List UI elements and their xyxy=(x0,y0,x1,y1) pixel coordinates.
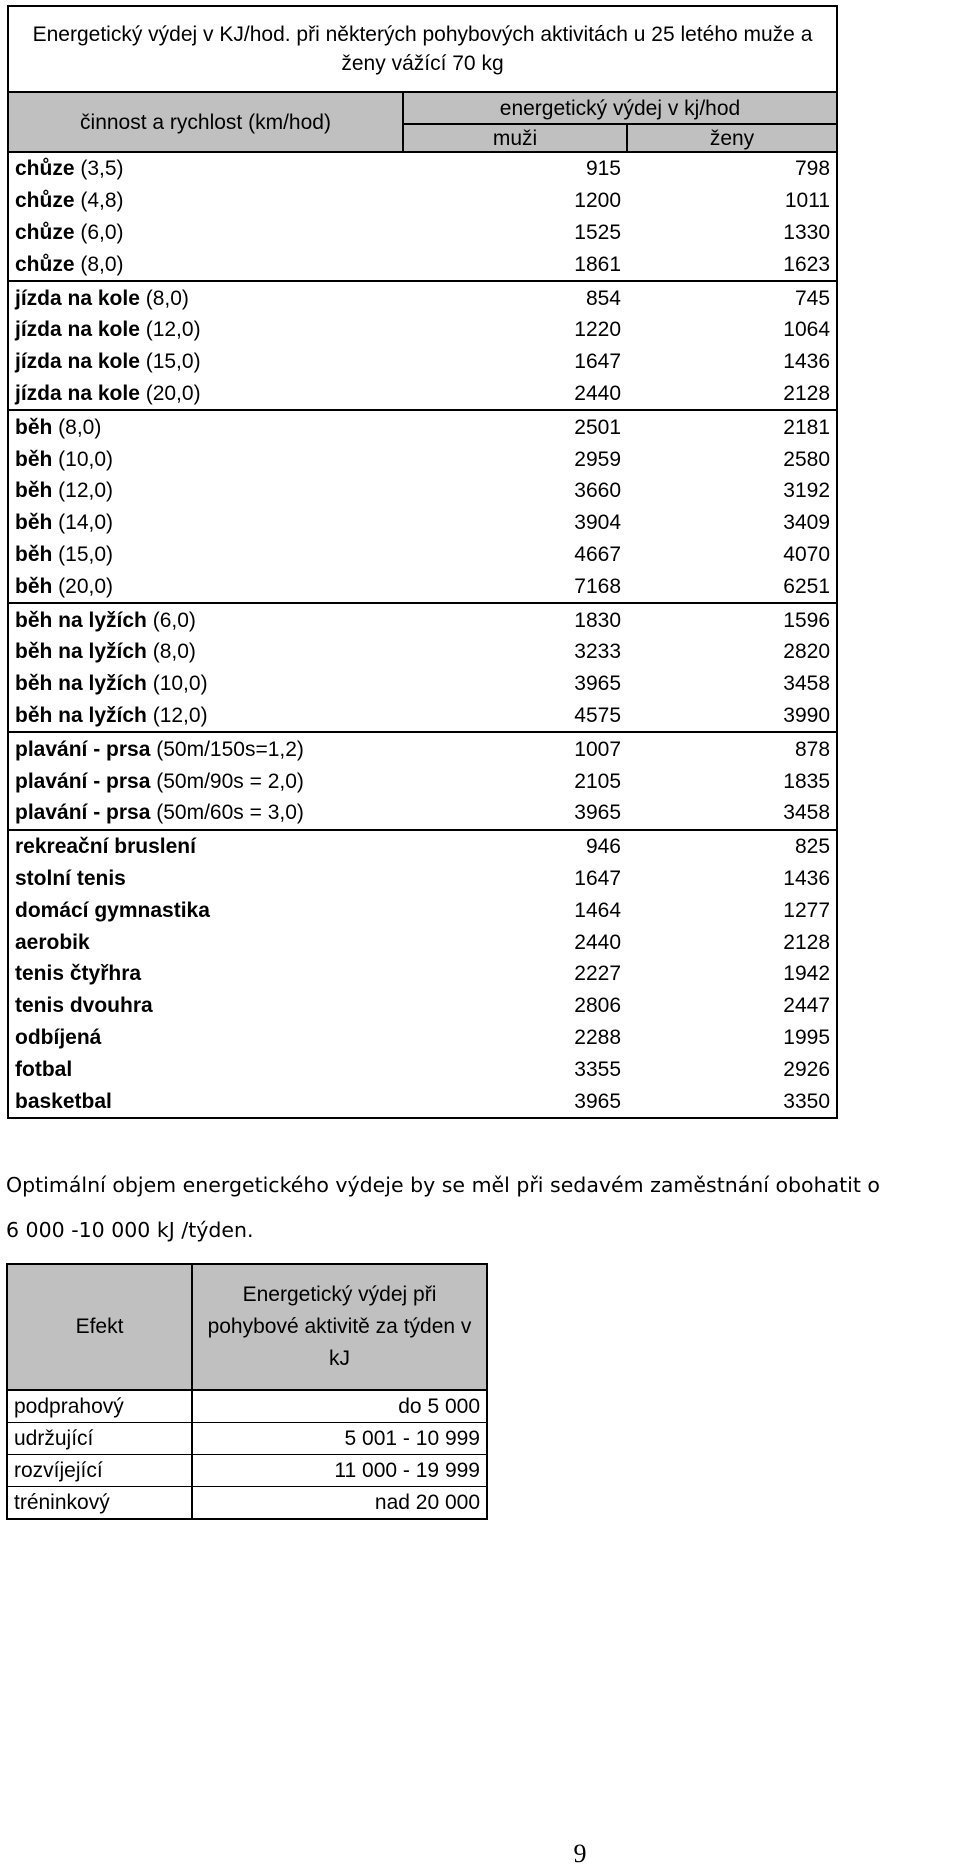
men-value: 1647 xyxy=(574,866,621,890)
table-row xyxy=(8,1022,837,1054)
activity-name: odbíjená xyxy=(15,1025,102,1049)
men-value: 2806 xyxy=(574,994,621,1018)
effect-cell: udržující xyxy=(7,1423,192,1455)
activity-cell xyxy=(8,1022,403,1054)
men-value: 1647 xyxy=(574,350,621,374)
men-value: 2227 xyxy=(574,962,621,986)
activity-name: běh xyxy=(15,511,53,535)
activity-name: běh xyxy=(15,574,53,598)
activity-speed: (12,0) xyxy=(146,703,208,727)
weekly-energy-cell: 5 001 - 10 999 xyxy=(192,1423,487,1455)
men-value: 3965 xyxy=(403,797,627,830)
women-value: 2128 xyxy=(783,930,831,954)
weekly-energy-column-header: Energetický výdej při pohybové aktivitě za týden v kJ xyxy=(192,1264,487,1390)
activity-cell xyxy=(8,765,403,797)
activity-name: chůze xyxy=(15,157,75,181)
activity-cell xyxy=(8,281,403,314)
women-value: 798 xyxy=(794,157,831,181)
women-value: 2580 xyxy=(783,447,831,471)
women-value: 1064 xyxy=(783,318,831,342)
activity-cell xyxy=(8,603,403,636)
men-value: 3965 xyxy=(574,1089,621,1113)
activity-speed: (6,0) xyxy=(146,608,196,632)
activity-name: jízda na kole xyxy=(15,381,140,405)
activity-cell xyxy=(8,732,403,765)
activity-cell xyxy=(8,570,403,603)
activity-name: stolní tenis xyxy=(15,866,126,890)
activity-name: aerobik xyxy=(15,930,90,954)
activity-cell xyxy=(8,185,403,217)
women-value: 3990 xyxy=(627,700,837,733)
activity-name: plavání - prsa xyxy=(15,737,151,761)
men-value: 2440 xyxy=(403,378,627,411)
women-value: 825 xyxy=(794,835,831,859)
activity-speed: (10,0) xyxy=(146,672,208,696)
activity-cell xyxy=(8,636,403,668)
women-value: 2447 xyxy=(783,994,831,1018)
activity-name: tenis čtyřhra xyxy=(15,962,142,986)
table-row xyxy=(8,410,837,443)
effect-cell: tréninkový xyxy=(7,1487,192,1520)
activity-cell xyxy=(8,152,403,185)
men-value: 2440 xyxy=(574,930,621,954)
activity-speed: (50m/60s = 3,0) xyxy=(150,801,304,825)
table-row xyxy=(8,1085,837,1118)
table-row xyxy=(7,1423,487,1455)
energy-column-header: energetický výdej v kj/hod xyxy=(403,92,837,124)
table-row xyxy=(8,894,837,926)
table-row xyxy=(8,539,837,571)
men-column-header: muži xyxy=(403,124,627,152)
table-row xyxy=(8,346,837,378)
activity-speed: (50m/90s = 2,0) xyxy=(150,769,304,793)
table-row xyxy=(7,1487,487,1520)
energy-expenditure-table xyxy=(7,5,838,1119)
men-value: 946 xyxy=(585,835,621,859)
activity-speed: (20,0) xyxy=(52,574,114,598)
activity-speed: (8,0) xyxy=(52,415,102,439)
activity-speed: (15,0) xyxy=(52,542,114,566)
activity-speed: (15,0) xyxy=(139,350,201,374)
men-value: 1861 xyxy=(403,248,627,281)
activity-name: běh xyxy=(15,479,53,503)
table-row xyxy=(8,797,837,830)
activity-cell xyxy=(8,248,403,281)
table-row xyxy=(8,217,837,249)
activity-name: basketbal xyxy=(15,1089,112,1113)
men-value: 7168 xyxy=(403,570,627,603)
table-row xyxy=(8,958,837,990)
activity-cell xyxy=(8,217,403,249)
activity-name: běh na lyžích xyxy=(15,672,147,696)
table-row xyxy=(8,185,837,217)
table-title: Energetický výdej v KJ/hod. při některých pohybových aktivitách u 25 letého muže a ženy vážící 70 kg xyxy=(8,6,837,92)
weekly-energy-cell: 11 000 - 19 999 xyxy=(192,1455,487,1487)
table-row xyxy=(8,603,837,636)
activity-cell xyxy=(8,410,403,443)
activity-speed: (12,0) xyxy=(139,318,201,342)
men-value: 4575 xyxy=(403,700,627,733)
women-value: 4070 xyxy=(783,542,831,566)
activity-speed: (20,0) xyxy=(139,381,201,405)
table-row xyxy=(8,1053,837,1085)
men-value: 2501 xyxy=(574,415,621,439)
activity-speed: (6,0) xyxy=(74,220,124,244)
men-value: 915 xyxy=(585,157,621,181)
table-body xyxy=(8,152,837,1118)
activity-name: tenis dvouhra xyxy=(15,994,153,1018)
activity-cell xyxy=(8,926,403,958)
women-value: 1995 xyxy=(783,1025,831,1049)
table-row xyxy=(8,281,837,314)
table-row xyxy=(8,152,837,185)
note-line-1: Optimální objem energetického výdeje by se měl při sedavém zaměstnání obohatit o xyxy=(6,1173,880,1197)
activity-speed: (4,8) xyxy=(74,189,124,213)
women-column-header: ženy xyxy=(627,124,837,152)
women-value: 3350 xyxy=(783,1089,831,1113)
women-value: 3458 xyxy=(627,797,837,830)
activity-name: jízda na kole xyxy=(15,286,140,310)
activity-name: běh na lyžích xyxy=(15,608,147,632)
women-value: 1436 xyxy=(783,350,831,374)
activity-cell xyxy=(8,1053,403,1085)
women-value: 1596 xyxy=(783,608,831,632)
activity-cell xyxy=(8,990,403,1022)
men-value: 854 xyxy=(585,286,621,310)
page-number: 9 xyxy=(573,1839,587,1868)
table-row xyxy=(8,570,837,603)
women-value: 2181 xyxy=(783,415,831,439)
table-row xyxy=(8,765,837,797)
activity-name: plavání - prsa xyxy=(15,769,151,793)
activity-name: běh xyxy=(15,542,53,566)
women-value: 3458 xyxy=(783,672,831,696)
activity-speed: (50m/150s=1,2) xyxy=(150,737,304,761)
women-value: 1436 xyxy=(783,866,831,890)
weekly-energy-cell: nad 20 000 xyxy=(374,1491,480,1514)
table-row xyxy=(8,830,837,863)
men-value: 3904 xyxy=(574,511,621,535)
women-value: 2926 xyxy=(783,1057,831,1081)
activity-speed: (3,5) xyxy=(74,157,124,181)
activity-cell xyxy=(8,863,403,895)
activity-speed: (8,0) xyxy=(74,252,124,276)
activity-name: jízda na kole xyxy=(15,350,140,374)
effect-column-header: Efekt xyxy=(7,1264,192,1390)
weekly-energy-cell: do 5 000 xyxy=(192,1390,487,1423)
table-row xyxy=(8,378,837,411)
activity-name: fotbal xyxy=(15,1057,73,1081)
note-line-2: 6 000 -10 000 kJ /týden. xyxy=(6,1218,254,1242)
activity-name: rekreační bruslení xyxy=(15,835,196,859)
men-value: 1200 xyxy=(574,189,621,213)
effect-table-body xyxy=(7,1390,487,1519)
women-value: 745 xyxy=(794,286,831,310)
men-value: 2105 xyxy=(574,769,621,793)
table-row xyxy=(8,863,837,895)
activity-name: chůze xyxy=(15,220,75,244)
women-value: 2820 xyxy=(783,640,831,664)
activity-speed: (8,0) xyxy=(139,286,189,310)
activity-name: plavání - prsa xyxy=(15,801,151,825)
activity-cell xyxy=(8,378,403,411)
activity-cell xyxy=(8,958,403,990)
women-value: 1942 xyxy=(783,962,831,986)
women-value: 1011 xyxy=(784,189,831,213)
activity-name: chůze xyxy=(15,189,75,213)
activity-cell xyxy=(8,443,403,475)
activity-cell xyxy=(8,314,403,346)
activity-cell xyxy=(8,797,403,830)
women-value: 3192 xyxy=(783,479,831,503)
men-value: 2959 xyxy=(574,447,621,471)
women-value: 3409 xyxy=(783,511,831,535)
table-row xyxy=(7,1390,487,1423)
table-row xyxy=(7,1455,487,1487)
table-row xyxy=(8,443,837,475)
activity-cell xyxy=(8,830,403,863)
activity-cell xyxy=(8,539,403,571)
table-row xyxy=(8,990,837,1022)
activity-speed: (10,0) xyxy=(52,447,114,471)
table-row xyxy=(8,248,837,281)
activity-name: běh xyxy=(15,447,53,471)
activity-column-header: činnost a rychlost (km/hod) xyxy=(8,92,403,152)
effect-table xyxy=(6,1263,488,1520)
men-value: 1220 xyxy=(574,318,621,342)
men-value: 3355 xyxy=(574,1057,621,1081)
effect-cell: podprahový xyxy=(7,1390,192,1423)
activity-name: běh xyxy=(15,415,53,439)
activity-name: domácí gymnastika xyxy=(15,898,210,922)
activity-cell xyxy=(8,700,403,733)
table-row xyxy=(8,700,837,733)
activity-cell xyxy=(8,507,403,539)
men-value: 1464 xyxy=(574,898,621,922)
table-row xyxy=(8,732,837,765)
table-row xyxy=(8,314,837,346)
activity-name: běh na lyžích xyxy=(15,703,147,727)
men-value: 1830 xyxy=(574,608,621,632)
women-value: 1330 xyxy=(783,220,831,244)
activity-name: chůze xyxy=(15,252,75,276)
table-row xyxy=(8,507,837,539)
table-row xyxy=(8,636,837,668)
men-value: 1007 xyxy=(574,737,621,761)
activity-speed: (12,0) xyxy=(52,479,114,503)
activity-name: jízda na kole xyxy=(15,318,140,342)
effect-cell: rozvíjející xyxy=(7,1455,192,1487)
women-value: 1623 xyxy=(627,248,837,281)
men-value: 3233 xyxy=(574,640,621,664)
activity-speed: (14,0) xyxy=(52,511,114,535)
men-value: 3965 xyxy=(574,672,621,696)
men-value: 4667 xyxy=(574,542,621,566)
men-value: 1525 xyxy=(574,220,621,244)
men-value: 3660 xyxy=(574,479,621,503)
table-row xyxy=(8,475,837,507)
activity-cell xyxy=(8,668,403,700)
women-value: 878 xyxy=(794,737,831,761)
activity-cell xyxy=(8,475,403,507)
table-row xyxy=(8,668,837,700)
men-value: 2288 xyxy=(574,1025,621,1049)
activity-name: běh na lyžích xyxy=(15,640,147,664)
activity-cell xyxy=(8,894,403,926)
activity-cell xyxy=(8,346,403,378)
women-value: 1835 xyxy=(783,769,831,793)
activity-speed: (8,0) xyxy=(146,640,196,664)
activity-cell xyxy=(8,1085,403,1118)
women-value: 1277 xyxy=(783,898,831,922)
table-row xyxy=(8,926,837,958)
women-value: 2128 xyxy=(627,378,837,411)
weekly-expenditure-note xyxy=(6,1163,956,1253)
women-value: 6251 xyxy=(627,570,837,603)
